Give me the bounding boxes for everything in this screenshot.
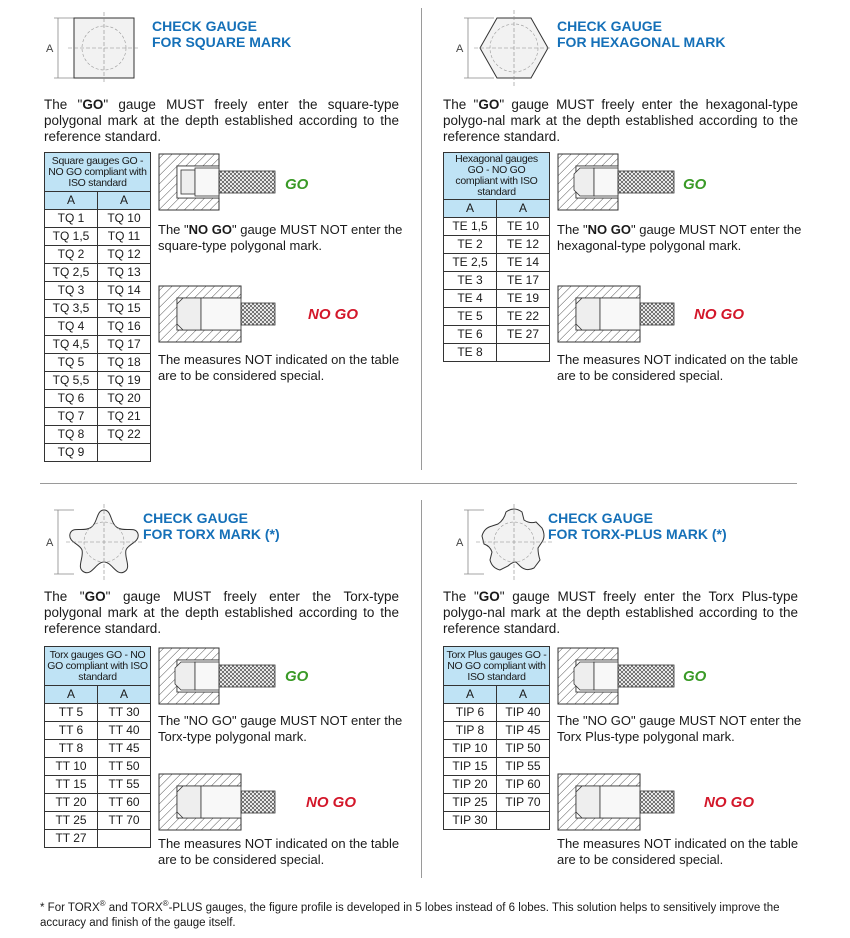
table-row [444,758,550,776]
table-row [45,704,151,722]
table-cell: TQ 5,5 [45,372,98,390]
column-header: A [45,192,98,210]
panel-title [548,510,727,542]
table-cell: TT 70 [98,812,151,830]
table-row [45,830,151,848]
title-line-2: FOR SQUARE MARK [152,34,292,50]
title-line-1: CHECK GAUGE [152,18,258,34]
table-cell: TIP 55 [497,758,550,776]
table-cell: TIP 45 [497,722,550,740]
table-row [444,776,550,794]
column-header: A [45,686,98,704]
panel-torx [0,0,410,867]
gauge-table [44,646,151,848]
table-header: Hexagonal gauges GO - NO GO compliant with ISO standard [444,153,550,200]
nogo-description: The "NO GO" gauge MUST NOT enter the Torx-type polygonal mark. [158,713,403,744]
table-cell: TIP 25 [444,794,497,812]
table-cell: TE 3 [444,272,497,290]
table-cell: TQ 16 [98,318,151,336]
table-header: Torx Plus gauges GO - NO GO compliant with ISO standard [444,647,550,686]
table-cell: TIP 15 [444,758,497,776]
column-header: A [497,200,550,218]
footnote: * For TORX® and TORX®-PLUS gauges, the figure profile is developed in 5 lobes instead of 6 lobes. This solution helps to sensitively improve the accuracy and finish of the gauge itself. [40,899,780,929]
table-cell: TIP 20 [444,776,497,794]
table-cell: TQ 8 [45,426,98,444]
nogo-label: NO GO [704,794,755,811]
table-cell: TT 25 [45,812,98,830]
table-cell: TE 8 [444,344,497,362]
table-cell: TE 10 [497,218,550,236]
table-cell [497,812,550,830]
table-cell: TT 40 [98,722,151,740]
panel-title [143,510,280,542]
table-header: Torx gauges GO - NO GO compliant with ISO standard [45,647,151,686]
go-label: GO [285,176,309,193]
column-header: A [497,686,550,704]
nogo-label: NO GO [694,306,745,323]
table-cell: TT 60 [98,794,151,812]
title-line-1: CHECK GAUGE [548,510,654,526]
panel-torx-plus [410,0,820,867]
dim-label: A [456,537,464,549]
table-cell: TQ 4 [45,318,98,336]
table-cell: TE 12 [497,236,550,254]
table-row [45,776,151,794]
column-header: A [98,192,151,210]
table-cell: TQ 14 [98,282,151,300]
table-cell: TIP 10 [444,740,497,758]
table-cell: TE 2,5 [444,254,497,272]
table-cell: TE 2 [444,236,497,254]
table-cell: TQ 3 [45,282,98,300]
table-row [444,740,550,758]
table-cell: TIP 6 [444,704,497,722]
table-cell: TQ 10 [98,210,151,228]
table-cell: TIP 30 [444,812,497,830]
gauge-table [443,646,550,830]
table-cell: TE 1,5 [444,218,497,236]
table-cell: TE 19 [497,290,550,308]
table-cell: TIP 8 [444,722,497,740]
table-cell: TT 20 [45,794,98,812]
intro-text: The "GO" gauge MUST freely enter the square-type polygonal mark at the depth established according to the reference standard. [44,97,399,144]
special-note: The measures NOT indicated on the table are to be considered special. [557,352,799,383]
dim-label: A [456,43,464,55]
nogo-description: The "NO GO" gauge MUST NOT enter the hexagonal-type polygonal mark. [557,222,802,253]
table-cell: TQ 5 [45,354,98,372]
table-row [45,812,151,830]
table-cell: TE 6 [444,326,497,344]
dim-label: A [46,43,54,55]
table-cell: TQ 22 [98,426,151,444]
table-cell: TIP 50 [497,740,550,758]
table-cell: TQ 1,5 [45,228,98,246]
table-cell: TT 30 [98,704,151,722]
nogo-gauge-illustration [157,772,277,832]
table-row [45,794,151,812]
table-cell: TT 55 [98,776,151,794]
table-row [444,812,550,830]
column-header: A [98,686,151,704]
nogo-label: NO GO [308,306,359,323]
go-label: GO [683,668,707,685]
table-cell: TIP 40 [497,704,550,722]
title-line-2: FOR TORX MARK (*) [143,526,280,542]
table-cell: TE 14 [497,254,550,272]
table-row [444,794,550,812]
title-line-2: FOR HEXAGONAL MARK [557,34,726,50]
table-cell: TQ 13 [98,264,151,282]
table-cell: TQ 18 [98,354,151,372]
intro-text: The "GO" gauge MUST freely enter the Torx-type polygonal mark at the depth established according to the reference standard. [44,589,399,636]
table-cell: TQ 4,5 [45,336,98,354]
table-cell: TQ 1 [45,210,98,228]
table-cell: TQ 17 [98,336,151,354]
go-gauge-illustration [157,646,277,706]
table-cell: TT 5 [45,704,98,722]
go-gauge-illustration [556,646,676,706]
table-cell: TT 50 [98,758,151,776]
table-cell: TT 10 [45,758,98,776]
title-line-1: CHECK GAUGE [557,18,663,34]
torx-plus-mark-diagram [454,500,554,584]
table-cell: TT 8 [45,740,98,758]
table-cell: TQ 9 [45,444,98,462]
special-note: The measures NOT indicated on the table are to be considered special. [557,836,799,867]
intro-text: The "GO" gauge MUST freely enter the hexagonal-type polygo-nal mark at the depth established according to the reference standard. [443,97,798,144]
table-cell: TQ 20 [98,390,151,408]
table-cell [98,830,151,848]
special-note: The measures NOT indicated on the table are to be considered special. [158,352,400,383]
table-cell: TT 27 [45,830,98,848]
table-row [45,722,151,740]
table-cell: TIP 70 [497,794,550,812]
column-header: A [444,200,497,218]
intro-text: The "GO" gauge MUST freely enter the Torx Plus-type polygo-nal mark at the depth established according to the reference standard. [443,589,798,636]
horizontal-divider [40,483,797,484]
table-cell: TT 15 [45,776,98,794]
table-cell: TE 4 [444,290,497,308]
table-cell: TQ 12 [98,246,151,264]
go-label: GO [683,176,707,193]
special-note: The measures NOT indicated on the table are to be considered special. [158,836,400,867]
table-cell: TT 45 [98,740,151,758]
table-row [444,704,550,722]
vertical-divider-bottom [421,500,422,878]
table-cell: TQ 11 [98,228,151,246]
table-cell: TQ 2,5 [45,264,98,282]
table-row [45,740,151,758]
table-cell: TQ 6 [45,390,98,408]
torx-mark-diagram [44,500,144,584]
table-cell: TQ 21 [98,408,151,426]
nogo-description: The "NO GO" gauge MUST NOT enter the Torx Plus-type polygonal mark. [557,713,802,744]
table-row [45,758,151,776]
table-cell: TE 22 [497,308,550,326]
table-cell: TT 6 [45,722,98,740]
table-header: Square gauges GO - NO GO compliant with ISO standard [45,153,151,192]
nogo-label: NO GO [306,794,357,811]
title-line-1: CHECK GAUGE [143,510,249,526]
table-cell: TQ 19 [98,372,151,390]
title-line-2: FOR TORX-PLUS MARK (*) [548,526,727,542]
table-cell: TQ 2 [45,246,98,264]
table-cell: TQ 3,5 [45,300,98,318]
column-header: A [444,686,497,704]
nogo-description: The "NO GO" gauge MUST NOT enter the square-type polygonal mark. [158,222,403,253]
nogo-gauge-illustration [556,772,676,832]
table-row [444,722,550,740]
table-cell: TE 5 [444,308,497,326]
table-cell: TQ 7 [45,408,98,426]
table-cell: TQ 15 [98,300,151,318]
table-cell: TE 27 [497,326,550,344]
table-cell: TE 17 [497,272,550,290]
go-label: GO [285,668,309,685]
table-cell: TIP 60 [497,776,550,794]
dim-label: A [46,537,54,549]
